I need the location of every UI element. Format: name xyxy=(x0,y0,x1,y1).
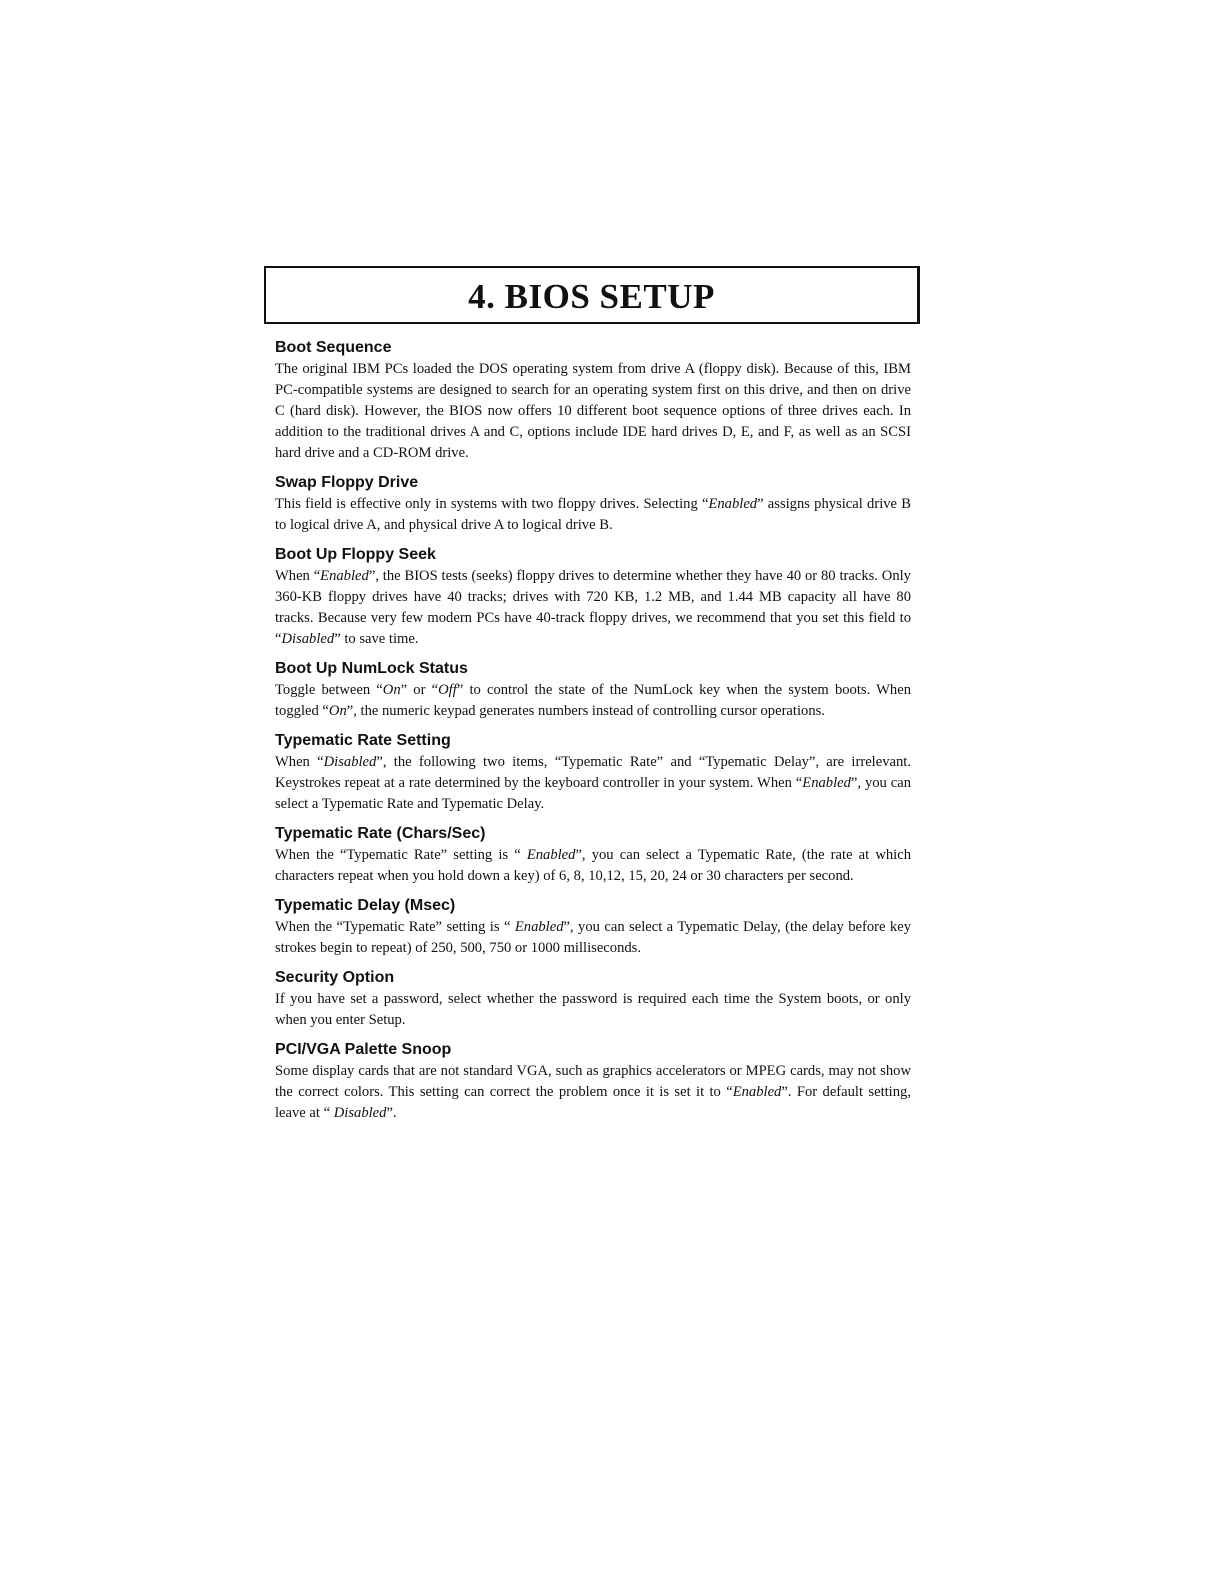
body-text: ”, you can select a Typematic Rate and Typematic Delay. xyxy=(275,775,911,812)
section xyxy=(275,544,911,650)
section xyxy=(275,1039,911,1124)
section-body xyxy=(275,989,911,1031)
section xyxy=(275,730,911,815)
section-body xyxy=(275,917,911,959)
section-heading: Boot Up Floppy Seek xyxy=(275,546,436,563)
option-value-text: Enabled xyxy=(708,496,758,512)
body-text: ” or “ xyxy=(400,682,439,698)
body-text: ”, you can select a Typematic Rate, (the rate at which characters repeat when you hold down a key) of 6, 8, 10,12, 15, 20, 24 or 30 characters per second. xyxy=(275,847,912,884)
option-value-text: Disabled xyxy=(323,754,377,770)
body-text: ” assigns physical drive B to logical drive A, and physical drive A to logical drive B. xyxy=(275,496,911,533)
section-heading: Boot Sequence xyxy=(275,339,392,356)
section-body xyxy=(275,359,911,464)
section-heading: Security Option xyxy=(275,969,395,986)
option-value-text: Enabled xyxy=(732,1084,782,1100)
section xyxy=(275,967,911,1031)
section-heading: Typematic Rate Setting xyxy=(275,732,451,749)
section xyxy=(275,895,911,959)
body-text: ” to control the state of the NumLock key when the system boots. When toggled “ xyxy=(275,682,911,719)
section-body xyxy=(275,494,911,536)
option-value-text: On xyxy=(382,682,401,698)
body-text: ” to save time. xyxy=(334,631,419,647)
section xyxy=(275,337,911,464)
document-body xyxy=(275,337,911,1132)
body-text: ”, the numeric keypad generates numbers instead of controlling cursor operations. xyxy=(346,703,825,719)
body-text: Some display cards that are not standard VGA, such as graphics accelerators or MPEG cards, may not show the correct colors. This setting can correct the problem once it is set it to “ xyxy=(275,1063,911,1100)
option-value-text: Enabled xyxy=(526,847,576,863)
section xyxy=(275,823,911,887)
body-text: If you have set a password, select whether the password is required each time the System boots, or only when you enter Setup. xyxy=(275,991,911,1028)
option-value-text: Disabled xyxy=(333,1105,387,1121)
page-title: 4. BIOS SETUP xyxy=(468,277,715,316)
section-body xyxy=(275,680,911,722)
section-heading: Typematic Rate (Chars/Sec) xyxy=(275,825,486,842)
option-value-text: Disabled xyxy=(281,631,335,647)
option-value-text: Off xyxy=(438,682,457,698)
section xyxy=(275,472,911,536)
option-value-text: Enabled xyxy=(320,568,369,584)
body-text: ”, the BIOS tests (seeks) floppy drives to determine whether they have 40 or 80 tracks. Only 360-KB floppy drives have 40 tracks; drives with 720 KB, 1.2 MB, and 1.44 MB capacity all have 80 tracks. Because very few modern PCs have 40-track floppy drives, we recommend that you set this field to “ xyxy=(275,568,911,647)
option-value-text: Enabled xyxy=(514,919,564,935)
option-value-text: On xyxy=(328,703,347,719)
body-text: When the “Typematic Rate” setting is “ xyxy=(275,847,527,863)
section-heading: Boot Up NumLock Status xyxy=(275,660,468,677)
body-text: ”, the following two items, “Typematic Rate” and “Typematic Delay”, are irrelevant. Keystrokes repeat at a rate determined by the keyboard controller in your system. When “ xyxy=(275,754,911,791)
section-body xyxy=(275,566,911,650)
body-text: When “ xyxy=(275,568,321,584)
body-text: ”. For default setting, leave at “ xyxy=(275,1084,911,1121)
section-heading: Typematic Delay (Msec) xyxy=(275,897,456,914)
section-heading: Swap Floppy Drive xyxy=(275,474,419,491)
body-text: When the “Typematic Rate” setting is “ xyxy=(275,919,515,935)
option-value-text: Enabled xyxy=(802,775,851,791)
page-title-box xyxy=(264,266,920,324)
section xyxy=(275,658,911,722)
body-text: ”. xyxy=(386,1105,397,1121)
body-text: This field is effective only in systems with two floppy drives. Selecting “ xyxy=(275,496,709,512)
section-body xyxy=(275,1061,911,1124)
section-body xyxy=(275,845,911,887)
body-text: Toggle between “ xyxy=(275,682,383,698)
body-text: ”, you can select a Typematic Delay, (the delay before key strokes begin to repeat) of 250, 500, 750 or 1000 milliseconds. xyxy=(275,919,912,956)
section-heading: PCI/VGA Palette Snoop xyxy=(275,1041,452,1058)
body-text: When “ xyxy=(275,754,324,770)
section-body xyxy=(275,752,911,815)
body-text: The original IBM PCs loaded the DOS operating system from drive A (floppy disk). Because of this, IBM PC-compatible systems are designed to search for an operating system first on this drive, and then on drive C (hard disk). However, the BIOS now offers 10 different boot sequence options of three drives each. In addition to the traditional drives A and C, options include IDE hard drives D, E, and F, as well as an SCSI hard drive and a CD-ROM drive. xyxy=(275,361,911,461)
